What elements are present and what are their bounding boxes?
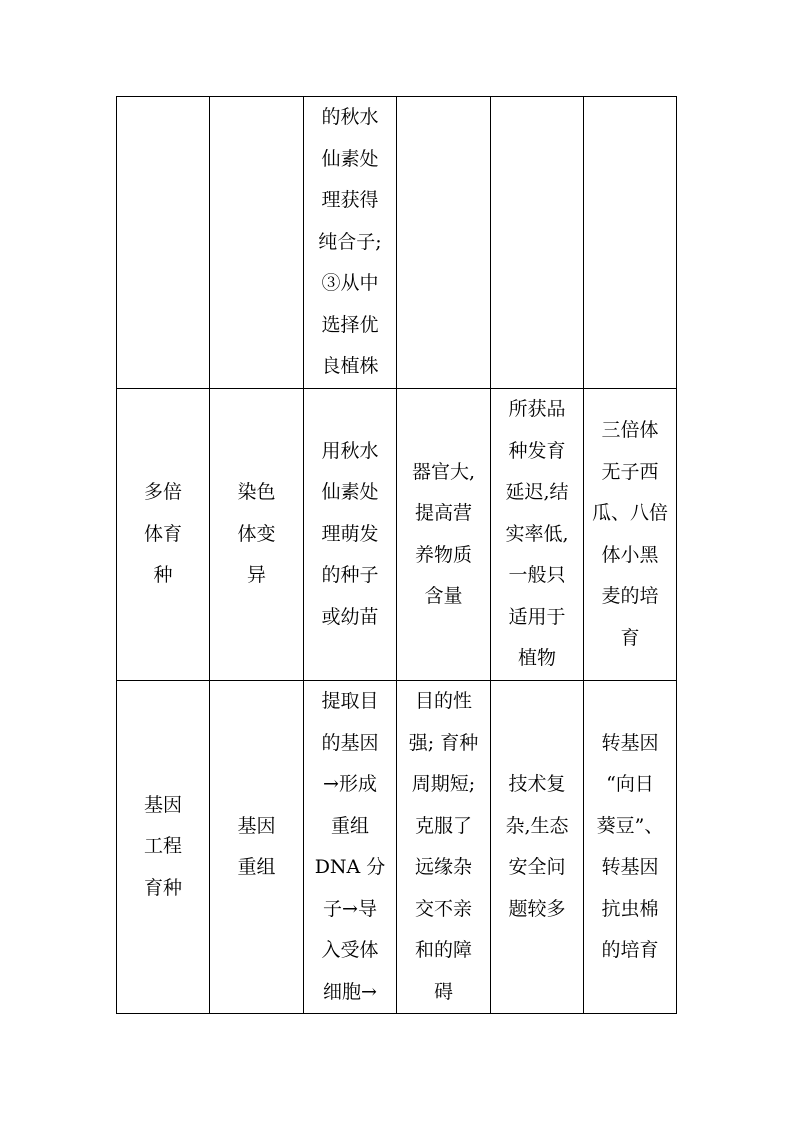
- cell-text-line: 子→导: [323, 897, 377, 920]
- cell-text-line: 育种: [143, 876, 182, 899]
- cell-text-line: 强; 育种: [408, 731, 479, 754]
- cell-text-line: 的培育: [601, 939, 659, 961]
- cell-text-line: 葵豆”、: [596, 814, 664, 837]
- cell-text-line: 和的障: [414, 939, 472, 961]
- cell-text-line: 题较多: [508, 897, 566, 920]
- cell-text-line: 三倍体: [601, 419, 659, 441]
- cell-text-line: 所获品: [508, 398, 566, 421]
- cell-text-line: 目的性: [414, 690, 472, 712]
- cell-advantages: [397, 681, 491, 1014]
- cell-text-line: 良植株: [321, 355, 379, 378]
- cell-text-line: 延迟,结: [505, 481, 569, 504]
- table-row: [117, 681, 677, 1014]
- cell-procedure: [304, 97, 397, 389]
- cell-text-line: 或幼苗: [321, 605, 379, 628]
- cell-text-line: 体小黑: [601, 543, 659, 566]
- cell-text-line: 理萌发: [321, 522, 379, 545]
- cell-text-line: 抗虫棉: [601, 897, 659, 920]
- cell-text-line: 植物: [517, 647, 556, 670]
- cell-procedure: [304, 389, 397, 681]
- cell-principle: [210, 389, 304, 681]
- cell-text-line: 仙素处: [321, 147, 379, 170]
- cell-advantages: [397, 97, 491, 389]
- cell-text-line: ③从中: [321, 272, 379, 295]
- cell-text-line: 碍: [433, 980, 453, 1003]
- cell-text-line: 安全问: [508, 856, 566, 878]
- cell-examples: [584, 97, 677, 389]
- cell-text-line: 克服了: [414, 814, 472, 837]
- cell-text-line: 含量: [424, 585, 463, 607]
- cell-advantages: [397, 389, 491, 681]
- cell-text-line: 体育: [143, 522, 182, 545]
- cell-text-line: 的基因: [321, 731, 379, 754]
- cell-text-line: 育: [620, 626, 640, 649]
- cell-text-line: 的秋水: [321, 106, 379, 129]
- cell-text-line: →形成: [323, 773, 377, 795]
- cell-principle: [210, 97, 304, 389]
- cell-text-line: 基因: [143, 793, 182, 816]
- cell-text-line: “向日: [606, 773, 654, 795]
- cell-text-line: 种发育: [508, 439, 566, 462]
- cell-text-line: 入受体: [321, 939, 379, 961]
- cell-text-line: 仙素处: [321, 481, 379, 504]
- cell-disadvantages: [491, 389, 584, 681]
- cell-text-line: 一般只: [508, 564, 566, 587]
- cell-text-line: 细胞→: [323, 980, 377, 1003]
- cell-text-line: 适用于: [508, 605, 566, 628]
- cell-method-name: [117, 97, 210, 389]
- cell-text-line: 实率低,: [505, 522, 569, 545]
- cell-text-line: 种: [153, 564, 173, 587]
- cell-text-line: 染色: [237, 481, 276, 504]
- cell-text-line: 提取目: [321, 690, 379, 712]
- cell-text-line: 无子西: [601, 460, 659, 483]
- cell-method-name: [117, 681, 210, 1014]
- cell-principle: [210, 681, 304, 1014]
- cell-disadvantages: [491, 681, 584, 1014]
- cell-text-line: 养物质: [414, 543, 472, 566]
- cell-text-line: 基因: [237, 814, 276, 837]
- cell-text-line: 杂,生态: [505, 814, 569, 837]
- cell-text-line: 重组: [237, 856, 276, 878]
- cell-text-line: 体变: [237, 522, 276, 545]
- cell-text-line: 理获得: [321, 189, 379, 212]
- cell-text-line: 技术复: [508, 773, 566, 795]
- cell-text-line: 麦的培: [601, 585, 659, 607]
- cell-text-line: 瓜、八倍: [591, 502, 668, 524]
- table-row: [117, 97, 677, 389]
- cell-text-line: 用秋水: [321, 439, 379, 462]
- cell-text-line: 转基因: [601, 731, 659, 754]
- cell-method-name: [117, 389, 210, 681]
- cell-text-line: 提高营: [414, 502, 472, 524]
- cell-text-line: DNA 分: [314, 856, 386, 878]
- cell-text-line: 器官大,: [411, 460, 476, 483]
- cell-disadvantages: [491, 97, 584, 389]
- cell-examples: [584, 389, 677, 681]
- cell-text-line: 工程: [143, 835, 182, 858]
- cell-text-line: 的种子: [321, 564, 379, 587]
- cell-text-line: 周期短;: [411, 773, 476, 795]
- cell-text-line: 转基因: [601, 856, 659, 878]
- table-row: [117, 389, 677, 681]
- cell-examples: [584, 681, 677, 1014]
- cell-text-line: 异: [246, 564, 266, 587]
- cell-text-line: 多倍: [143, 481, 182, 504]
- cell-text-line: 交不亲: [414, 897, 472, 920]
- cell-text-line: 远缘杂: [414, 856, 472, 878]
- breeding-methods-table: [116, 96, 677, 1014]
- cell-text-line: 选择优: [321, 313, 379, 336]
- cell-procedure: [304, 681, 397, 1014]
- cell-text-line: 重组: [330, 814, 369, 837]
- cell-text-line: 纯合子;: [318, 230, 382, 253]
